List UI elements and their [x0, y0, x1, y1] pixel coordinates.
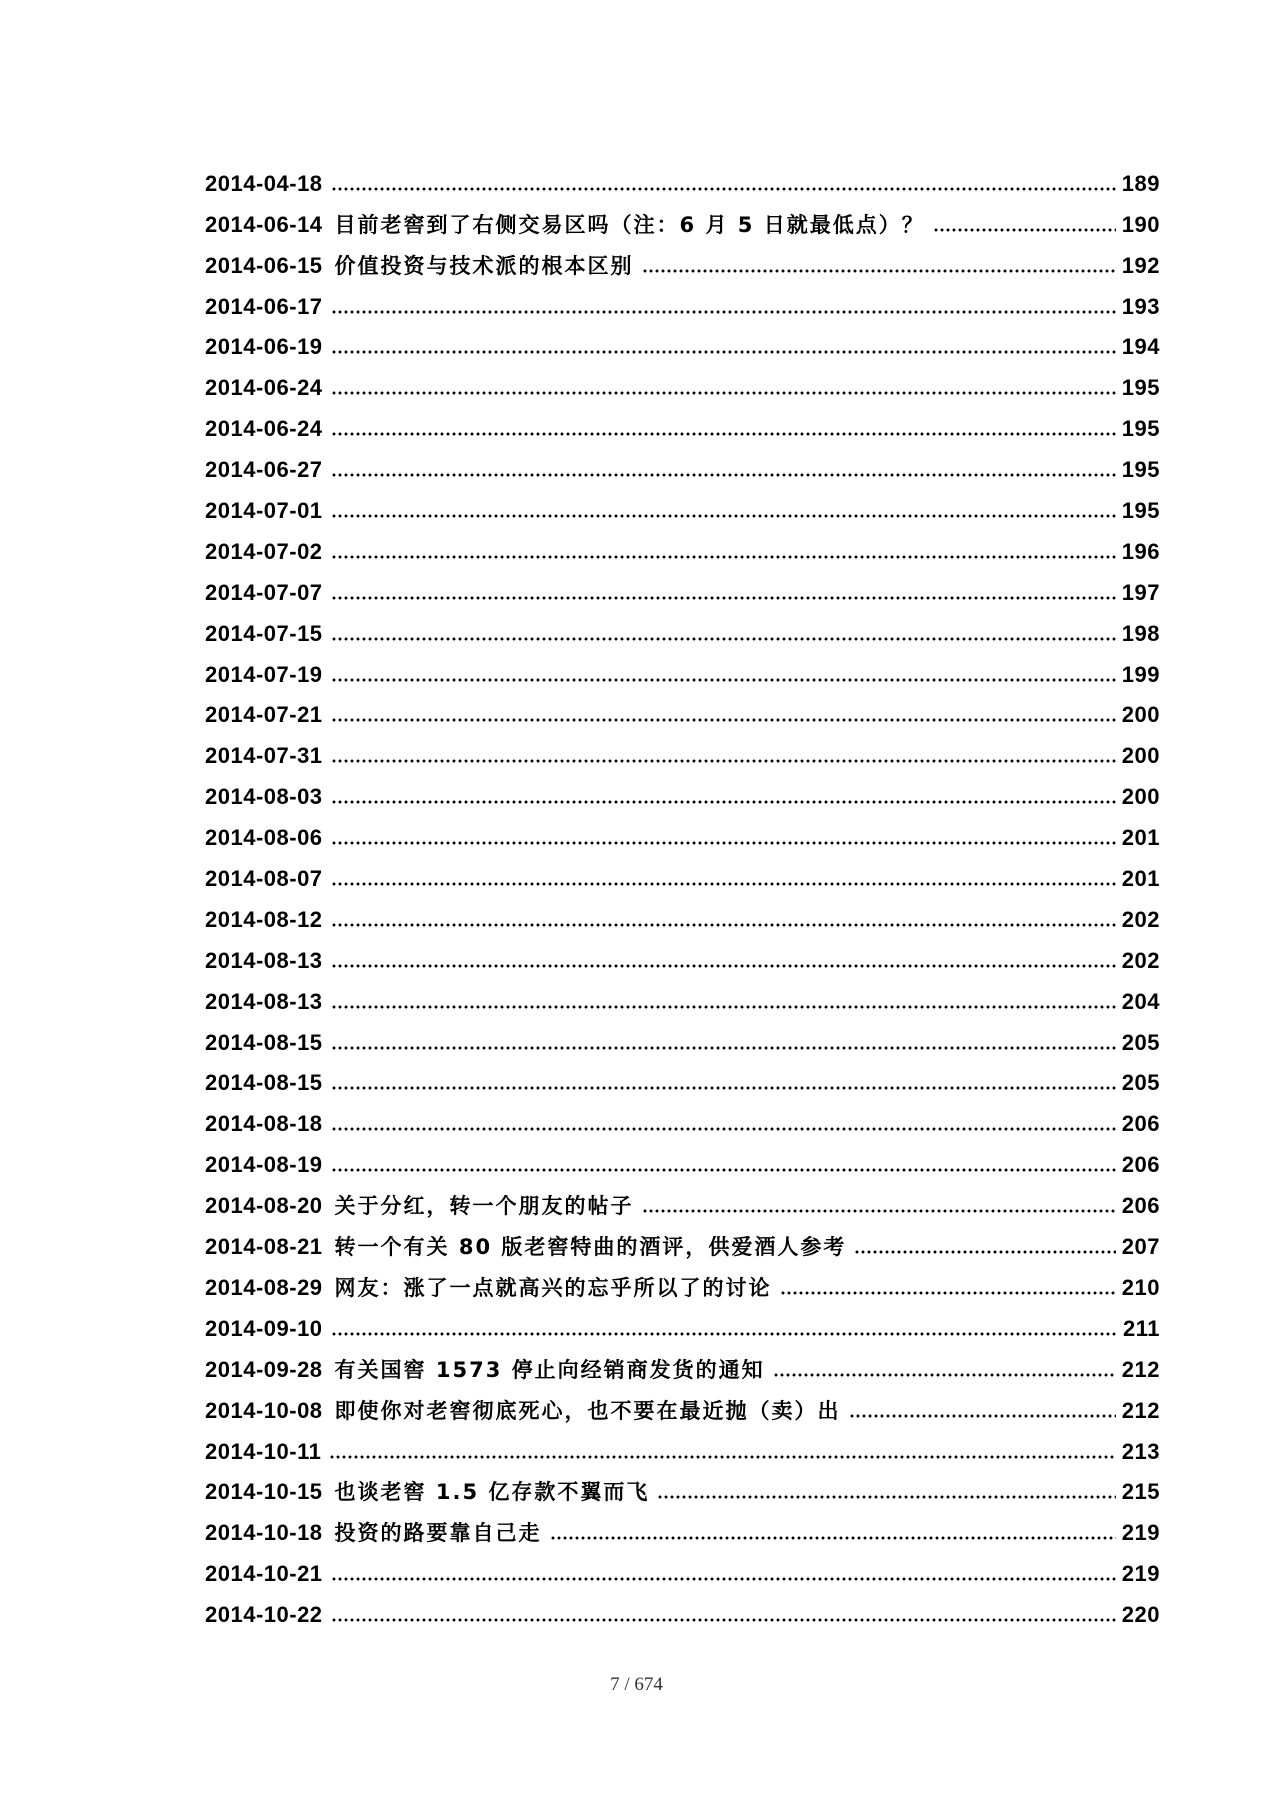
toc-entry-date: 2014-10-21	[205, 1561, 323, 1587]
dot-leader	[331, 717, 1116, 723]
toc-entry[interactable]	[205, 1265, 1160, 1306]
toc-entry[interactable]	[205, 693, 1160, 734]
toc-entry-date: 2014-10-15	[205, 1479, 323, 1505]
page-number-footer: 7 / 674	[610, 1674, 663, 1695]
toc-entry-date: 2014-06-17	[205, 293, 323, 319]
toc-entry-page-number: 195	[1121, 498, 1160, 524]
dot-leader	[331, 554, 1116, 560]
toc-entry[interactable]	[205, 488, 1160, 529]
toc-entry-page-number: 213	[1121, 1438, 1160, 1464]
toc-entry-page-number: 189	[1121, 170, 1160, 196]
toc-entry[interactable]	[205, 1510, 1160, 1551]
toc-entry-page-number: 202	[1121, 947, 1160, 973]
toc-entry[interactable]	[205, 365, 1160, 406]
toc-entry[interactable]	[205, 1020, 1160, 1061]
toc-entry-page-number: 195	[1121, 457, 1160, 483]
toc-entry-date: 2014-10-22	[205, 1602, 323, 1628]
toc-entry[interactable]	[205, 1183, 1160, 1224]
toc-entry-page-number: 219	[1121, 1561, 1160, 1587]
dot-leader	[331, 595, 1116, 601]
toc-entry[interactable]	[205, 1592, 1160, 1633]
dot-leader	[331, 309, 1116, 315]
toc-entry-page-number: 195	[1121, 416, 1160, 442]
toc-entry-page-number: 200	[1121, 784, 1160, 810]
toc-entry-date: 2014-07-07	[205, 579, 323, 605]
toc-entry[interactable]	[205, 733, 1160, 774]
dot-leader	[331, 881, 1116, 887]
dot-leader	[331, 431, 1116, 437]
dot-leader	[331, 472, 1116, 478]
toc-entry-page-number: 204	[1121, 988, 1160, 1014]
toc-entry-date: 2014-06-24	[205, 416, 323, 442]
toc-entry-page-number: 215	[1121, 1479, 1160, 1505]
dot-leader	[331, 1167, 1116, 1173]
dot-leader	[331, 390, 1116, 396]
toc-entry-page-number: 207	[1121, 1234, 1160, 1260]
dot-leader	[331, 349, 1116, 355]
toc-entry[interactable]	[205, 447, 1160, 488]
toc-entry-page-number: 206	[1121, 1152, 1160, 1178]
toc-entry-page-number: 206	[1121, 1111, 1160, 1137]
dot-leader	[331, 1045, 1116, 1051]
toc-entry[interactable]	[205, 815, 1160, 856]
toc-entry-page-number: 201	[1121, 825, 1160, 851]
toc-entry[interactable]	[205, 611, 1160, 652]
toc-entry-page-number: 198	[1121, 620, 1160, 646]
toc-entry-page-number: 195	[1121, 375, 1160, 401]
toc-entry[interactable]	[205, 243, 1160, 284]
toc-entry[interactable]	[205, 1388, 1160, 1429]
toc-entry[interactable]	[205, 938, 1160, 979]
dot-leader	[642, 1208, 1116, 1214]
toc-entry[interactable]	[205, 1429, 1160, 1470]
toc-entry-date: 2014-09-28	[205, 1356, 323, 1382]
table-of-contents	[205, 161, 1160, 1633]
toc-entry-page-number: 202	[1121, 906, 1160, 932]
dot-leader	[849, 1413, 1116, 1419]
toc-entry-page-number: 201	[1121, 866, 1160, 892]
toc-entry-date: 2014-06-24	[205, 375, 323, 401]
toc-entry[interactable]	[205, 161, 1160, 202]
toc-entry-date: 2014-06-19	[205, 334, 323, 360]
dot-leader	[550, 1535, 1116, 1541]
dot-leader	[331, 1576, 1116, 1582]
toc-entry-date: 2014-08-21	[205, 1234, 323, 1260]
toc-entry[interactable]	[205, 406, 1160, 447]
dot-leader	[331, 513, 1116, 519]
toc-entry[interactable]	[205, 856, 1160, 897]
toc-entry-page-number: 210	[1121, 1274, 1160, 1300]
toc-entry-page-number: 193	[1121, 293, 1160, 319]
toc-entry-title: 关于分红，转一个朋友的帖子	[334, 1194, 634, 1219]
dot-leader	[933, 227, 1116, 233]
toc-entry-page-number: 220	[1121, 1602, 1160, 1628]
dot-leader	[780, 1290, 1116, 1296]
toc-entry[interactable]	[205, 1061, 1160, 1102]
toc-entry-page-number: 206	[1121, 1193, 1160, 1219]
toc-entry-title: 目前老窖到了右侧交易区吗（注：6 月 5 日就最低点）？	[334, 212, 925, 237]
toc-entry-date: 2014-07-31	[205, 743, 323, 769]
dot-leader	[642, 268, 1116, 274]
toc-entry-page-number: 212	[1121, 1356, 1160, 1382]
dot-leader	[331, 186, 1116, 192]
toc-entry[interactable]	[205, 897, 1160, 938]
toc-entry-page-number: 205	[1121, 1070, 1160, 1096]
dot-leader	[331, 799, 1116, 805]
dot-leader	[854, 1249, 1115, 1255]
toc-entry-page-number: 211	[1123, 1315, 1160, 1341]
toc-entry-title: 也谈老窖 1.5 亿存款不翼而飞	[334, 1480, 650, 1505]
toc-entry-date: 2014-08-15	[205, 1070, 323, 1096]
toc-entry-date: 2014-07-21	[205, 702, 323, 728]
toc-entry-date: 2014-08-03	[205, 784, 323, 810]
dot-leader	[331, 1331, 1117, 1337]
toc-entry-date: 2014-08-13	[205, 947, 323, 973]
toc-entry-date: 2014-08-13	[205, 988, 323, 1014]
toc-entry-page-number: 197	[1121, 579, 1160, 605]
dot-leader	[331, 636, 1116, 642]
toc-entry-date: 2014-07-19	[205, 661, 323, 687]
dot-leader	[329, 1454, 1115, 1460]
toc-entry[interactable]	[205, 1470, 1160, 1511]
toc-entry[interactable]	[205, 1551, 1160, 1592]
toc-entry[interactable]	[205, 202, 1160, 243]
toc-entry[interactable]	[205, 1101, 1160, 1142]
toc-entry-date: 2014-09-10	[205, 1315, 323, 1341]
dot-leader	[331, 963, 1116, 969]
toc-entry-date: 2014-08-18	[205, 1111, 323, 1137]
toc-entry-page-number: 212	[1121, 1397, 1160, 1423]
toc-entry-title: 有关国窖 1573 停止向经销商发货的通知	[334, 1357, 765, 1382]
toc-entry-page-number: 190	[1121, 211, 1160, 237]
toc-entry-date: 2014-04-18	[205, 170, 323, 196]
toc-entry[interactable]	[205, 1347, 1160, 1388]
toc-entry-page-number: 205	[1121, 1029, 1160, 1055]
toc-entry-page-number: 199	[1121, 661, 1160, 687]
dot-leader	[331, 840, 1116, 846]
toc-entry[interactable]	[205, 1142, 1160, 1183]
dot-leader	[657, 1494, 1115, 1500]
toc-entry-date: 2014-06-15	[205, 252, 323, 278]
toc-entry-date: 2014-08-29	[205, 1274, 323, 1300]
toc-entry[interactable]	[205, 1224, 1160, 1265]
toc-entry-date: 2014-10-11	[205, 1438, 322, 1464]
toc-entry-date: 2014-08-15	[205, 1029, 323, 1055]
toc-entry-page-number: 194	[1121, 334, 1160, 360]
toc-entry-title: 转一个有关 80 版老窖特曲的酒评，供爱酒人参考	[334, 1235, 847, 1260]
dot-leader	[773, 1372, 1116, 1378]
toc-entry-date: 2014-08-07	[205, 866, 323, 892]
toc-entry[interactable]	[205, 284, 1160, 325]
toc-entry[interactable]	[205, 1306, 1160, 1347]
toc-entry-date: 2014-08-12	[205, 906, 323, 932]
toc-entry-date: 2014-06-27	[205, 457, 323, 483]
toc-entry-title: 即使你对老窖彻底死心，也不要在最近抛（卖）出	[334, 1398, 841, 1423]
dot-leader	[331, 1004, 1116, 1010]
toc-entry-page-number: 192	[1121, 252, 1160, 278]
toc-entry[interactable]	[205, 979, 1160, 1020]
dot-leader	[331, 758, 1116, 764]
toc-entry-date: 2014-07-02	[205, 538, 323, 564]
dot-leader	[331, 1085, 1116, 1091]
toc-entry-page-number: 200	[1121, 743, 1160, 769]
toc-entry-title: 投资的路要靠自己走	[334, 1521, 542, 1546]
toc-entry[interactable]	[205, 325, 1160, 366]
dot-leader	[331, 1126, 1116, 1132]
toc-entry-page-number: 196	[1121, 538, 1160, 564]
toc-entry-date: 2014-06-14	[205, 211, 323, 237]
toc-entry-date: 2014-08-19	[205, 1152, 323, 1178]
toc-entry-title: 价值投资与技术派的根本区别	[334, 253, 634, 278]
toc-entry-date: 2014-08-06	[205, 825, 323, 851]
toc-entry-date: 2014-10-18	[205, 1520, 323, 1546]
toc-entry-page-number: 219	[1121, 1520, 1160, 1546]
toc-entry-date: 2014-10-08	[205, 1397, 323, 1423]
dot-leader	[331, 1617, 1116, 1623]
toc-entry[interactable]	[205, 774, 1160, 815]
toc-entry-date: 2014-07-01	[205, 498, 323, 524]
toc-entry-page-number: 200	[1121, 702, 1160, 728]
toc-entry[interactable]	[205, 652, 1160, 693]
dot-leader	[331, 922, 1116, 928]
toc-entry[interactable]	[205, 570, 1160, 611]
toc-entry-date: 2014-08-20	[205, 1193, 323, 1219]
toc-entry[interactable]	[205, 529, 1160, 570]
toc-entry-date: 2014-07-15	[205, 620, 323, 646]
dot-leader	[331, 677, 1116, 683]
toc-entry-title: 网友：涨了一点就高兴的忘乎所以了的讨论	[334, 1275, 772, 1300]
